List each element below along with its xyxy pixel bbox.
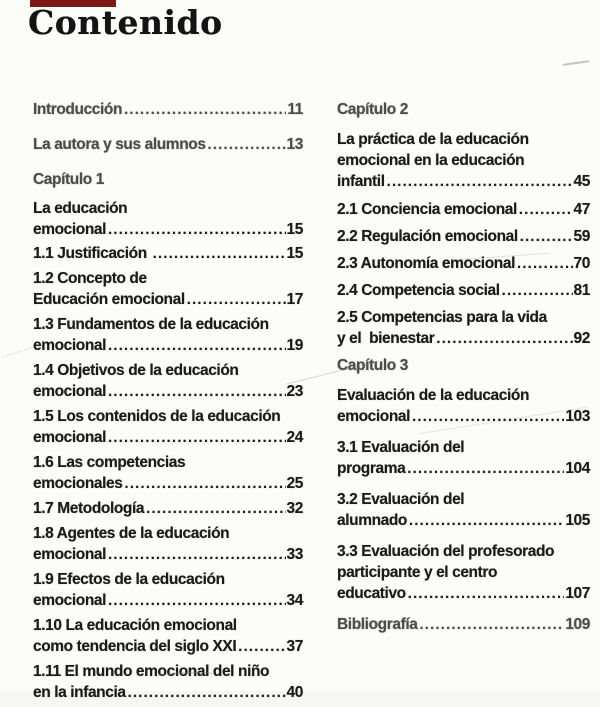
entry-text: emocional: [33, 592, 107, 609]
toc-entry: [33, 661, 303, 704]
entry-text: Evaluación de la educación: [337, 387, 530, 404]
toc-entry: [337, 355, 590, 376]
toc-entry-line: [33, 544, 303, 566]
entry-text: 2.3 Autonomía emocional: [337, 255, 515, 272]
entry-text: emocional: [337, 408, 411, 425]
entry-text: 1.11 El mundo emocional del niño: [33, 663, 270, 680]
dot-leader: [108, 219, 285, 241]
toc-entry-line: [33, 661, 303, 682]
entry-text: 3.2 Evaluación del: [337, 491, 465, 508]
toc-entry: [337, 226, 590, 248]
entry-text: La autora y sus alumnos: [33, 136, 206, 153]
toc-entry: [337, 199, 590, 221]
toc-entry-line: [33, 569, 303, 590]
scan-artifact: [563, 60, 589, 66]
entry-text: emocional: [33, 546, 107, 563]
toc-entry-line: [33, 682, 303, 704]
toc-entry-line: [337, 226, 590, 248]
entry-text: y el bienestar: [337, 330, 435, 347]
dot-leader: [436, 328, 572, 350]
entry-text: 1.9 Efectos de la educación: [33, 571, 225, 588]
dot-leader: [208, 134, 286, 156]
dot-leader: [517, 253, 573, 275]
page-number: 40: [286, 684, 303, 701]
dot-leader: [146, 498, 285, 520]
entry-text: en la infancia: [33, 684, 126, 701]
toc-entry: [337, 129, 590, 193]
entry-text: emocional: [33, 383, 107, 400]
entry-text: emocional en la educación: [337, 152, 525, 169]
toc-entry-line: [337, 328, 590, 350]
entry-text: 1.10 La educación emocional: [33, 617, 237, 634]
page-title: Contenido: [28, 3, 223, 42]
toc-entry-line: [337, 437, 590, 458]
entry-text: 3.1 Evaluación del: [337, 439, 465, 456]
entry-text: Capítulo 2: [337, 101, 408, 118]
toc-entry-line: [337, 541, 590, 562]
toc-entry-line: [33, 381, 303, 403]
dot-leader: [409, 510, 564, 532]
dot-leader: [108, 381, 285, 403]
dot-leader: [108, 590, 285, 612]
entry-text: Capítulo 1: [33, 171, 104, 188]
dot-leader: [419, 614, 564, 636]
dot-leader: [187, 289, 286, 311]
entry-text: participante y el centro: [337, 564, 498, 581]
dot-leader: [108, 544, 285, 566]
toc-entry-line: [337, 199, 590, 221]
entry-text: como tendencia del siglo XXI: [33, 638, 237, 655]
toc-entry: [33, 198, 303, 241]
toc-entry: [337, 99, 590, 120]
toc-entry: [337, 280, 590, 302]
dot-leader: [407, 458, 564, 480]
entry-text: emocional: [33, 337, 107, 354]
dot-leader: [124, 99, 286, 121]
toc-entry-line: [33, 243, 303, 265]
toc-entry: [33, 134, 303, 156]
entry-text: 1.3 Fundamentos de la educación: [33, 316, 269, 333]
toc-entry-line: [33, 473, 303, 495]
entry-text: 2.2 Regulación emocional: [337, 228, 518, 245]
toc-entry: [33, 406, 303, 449]
toc-entry-line: [33, 636, 303, 658]
page-number: 34: [286, 592, 303, 609]
entry-text: emocional: [33, 221, 107, 238]
entry-text: 2.1 Conciencia emocional: [337, 201, 517, 218]
dot-leader: [387, 171, 573, 193]
toc-entry: [33, 498, 303, 520]
page-number: 17: [286, 291, 303, 308]
toc-entry-line: [33, 498, 303, 520]
entry-text: 1.8 Agentes de la educación: [33, 525, 230, 542]
toc-entry: [337, 614, 590, 636]
entry-text: Bibliografía: [337, 616, 418, 633]
toc-entry: [33, 615, 303, 658]
dot-leader: [412, 406, 564, 428]
toc-entry: [33, 169, 303, 190]
toc-entry: [337, 385, 590, 428]
entry-text: 1.1 Justificación: [33, 245, 151, 262]
toc-entry-line: [337, 406, 590, 428]
entry-text: 3.3 Evaluación del profesorado: [337, 543, 555, 560]
entry-text: Capítulo 3: [337, 357, 408, 374]
toc-entry: [337, 437, 590, 480]
toc-entry-line: [33, 452, 303, 473]
page-number: 25: [286, 475, 303, 492]
page-number: 19: [286, 337, 303, 354]
page-number: 92: [573, 330, 590, 347]
dot-leader: [238, 636, 285, 658]
page-number: 59: [573, 228, 590, 245]
toc-entry: [337, 541, 590, 605]
toc-entry-line: [337, 307, 590, 328]
toc-entry-line: [337, 614, 590, 636]
page-number: 103: [565, 408, 590, 425]
toc-entry-line: [337, 562, 590, 583]
page-number: 81: [573, 282, 590, 299]
toc-entry-line: [337, 458, 590, 480]
toc-entry: [33, 569, 303, 612]
entry-text: Educación emocional: [33, 291, 185, 308]
toc-entry: [337, 489, 590, 532]
toc-entry-line: [337, 583, 590, 605]
toc-entry-line: [337, 253, 590, 275]
page-number: 105: [565, 512, 590, 529]
entry-text: emocional: [33, 429, 107, 446]
toc-entry-line: [33, 134, 303, 156]
entry-text: 2.5 Competencias para la vida: [337, 309, 547, 326]
toc-entry: [33, 360, 303, 403]
dot-leader: [408, 583, 565, 605]
page-number: 32: [286, 500, 303, 517]
page-number: 70: [573, 255, 590, 272]
toc-entry-line: [337, 171, 590, 193]
toc-entry: [33, 268, 303, 311]
entry-text: programa: [337, 460, 406, 477]
toc-entry: [33, 314, 303, 357]
entry-text: 1.5 Los contenidos de la educación: [33, 408, 281, 425]
entry-text: Introducción: [33, 101, 123, 118]
toc-entry-line: [337, 385, 590, 406]
entry-text: emocionales: [33, 475, 123, 492]
toc-entry: [33, 523, 303, 566]
dot-leader: [108, 427, 285, 449]
page-number: 45: [573, 173, 590, 190]
toc-entry: [33, 452, 303, 495]
dot-leader: [520, 226, 573, 248]
entry-text: 1.2 Concepto de: [33, 270, 147, 287]
page-number: 24: [286, 429, 303, 446]
toc-entry-line: [337, 150, 590, 171]
toc-entry-line: [33, 335, 303, 357]
toc-column-left: [33, 99, 303, 707]
entry-text: 1.7 Metodología: [33, 500, 145, 517]
dot-leader: [153, 243, 286, 265]
entry-text: La educación: [33, 200, 128, 217]
entry-text: alumnado: [337, 512, 408, 529]
page-number: 23: [286, 383, 303, 400]
page-number: 104: [565, 460, 590, 477]
dot-leader: [125, 473, 286, 495]
entry-text: infantil: [337, 173, 385, 190]
page-number: 15: [286, 245, 303, 262]
toc-column-right: [337, 99, 590, 641]
page-number: 13: [286, 136, 303, 153]
toc-entry: [33, 99, 303, 121]
page-number: 11: [287, 101, 303, 118]
toc-entry-line: [33, 219, 303, 241]
toc-entry-line: [33, 198, 303, 219]
toc-entry-line: [337, 355, 590, 376]
page-number: 107: [565, 585, 590, 602]
toc-entry: [33, 243, 303, 265]
toc-entry-line: [337, 489, 590, 510]
toc-entry: [337, 307, 590, 350]
page-number: 47: [573, 201, 590, 218]
dot-leader: [128, 682, 286, 704]
toc-entry-line: [33, 406, 303, 427]
toc-entry-line: [33, 314, 303, 335]
toc-entry-line: [337, 510, 590, 532]
toc-entry-line: [33, 360, 303, 381]
toc-entry-line: [33, 590, 303, 612]
toc-entry-line: [337, 280, 590, 302]
toc-entry-line: [33, 615, 303, 636]
page-number: 15: [286, 221, 303, 238]
dot-leader: [108, 335, 285, 357]
toc-entry-line: [33, 268, 303, 289]
toc-entry-line: [33, 169, 303, 190]
page-number: 37: [286, 638, 303, 655]
dot-leader: [519, 199, 573, 221]
entry-text: educativo: [337, 585, 406, 602]
entry-text: 1.4 Objetivos de la educación: [33, 362, 239, 379]
page-number: 33: [286, 546, 303, 563]
toc-entry-line: [33, 99, 303, 121]
toc-entry-line: [33, 289, 303, 311]
toc-entry-line: [337, 99, 590, 120]
page-number: 109: [565, 616, 590, 633]
toc-entry-line: [33, 523, 303, 544]
entry-text: 2.4 Competencia social: [337, 282, 500, 299]
toc-entry-line: [337, 129, 590, 150]
toc-entry: [337, 253, 590, 275]
toc-entry-line: [33, 427, 303, 449]
entry-text: La práctica de la educación: [337, 131, 529, 148]
entry-text: 1.6 Las competencias: [33, 454, 186, 471]
dot-leader: [502, 280, 573, 302]
